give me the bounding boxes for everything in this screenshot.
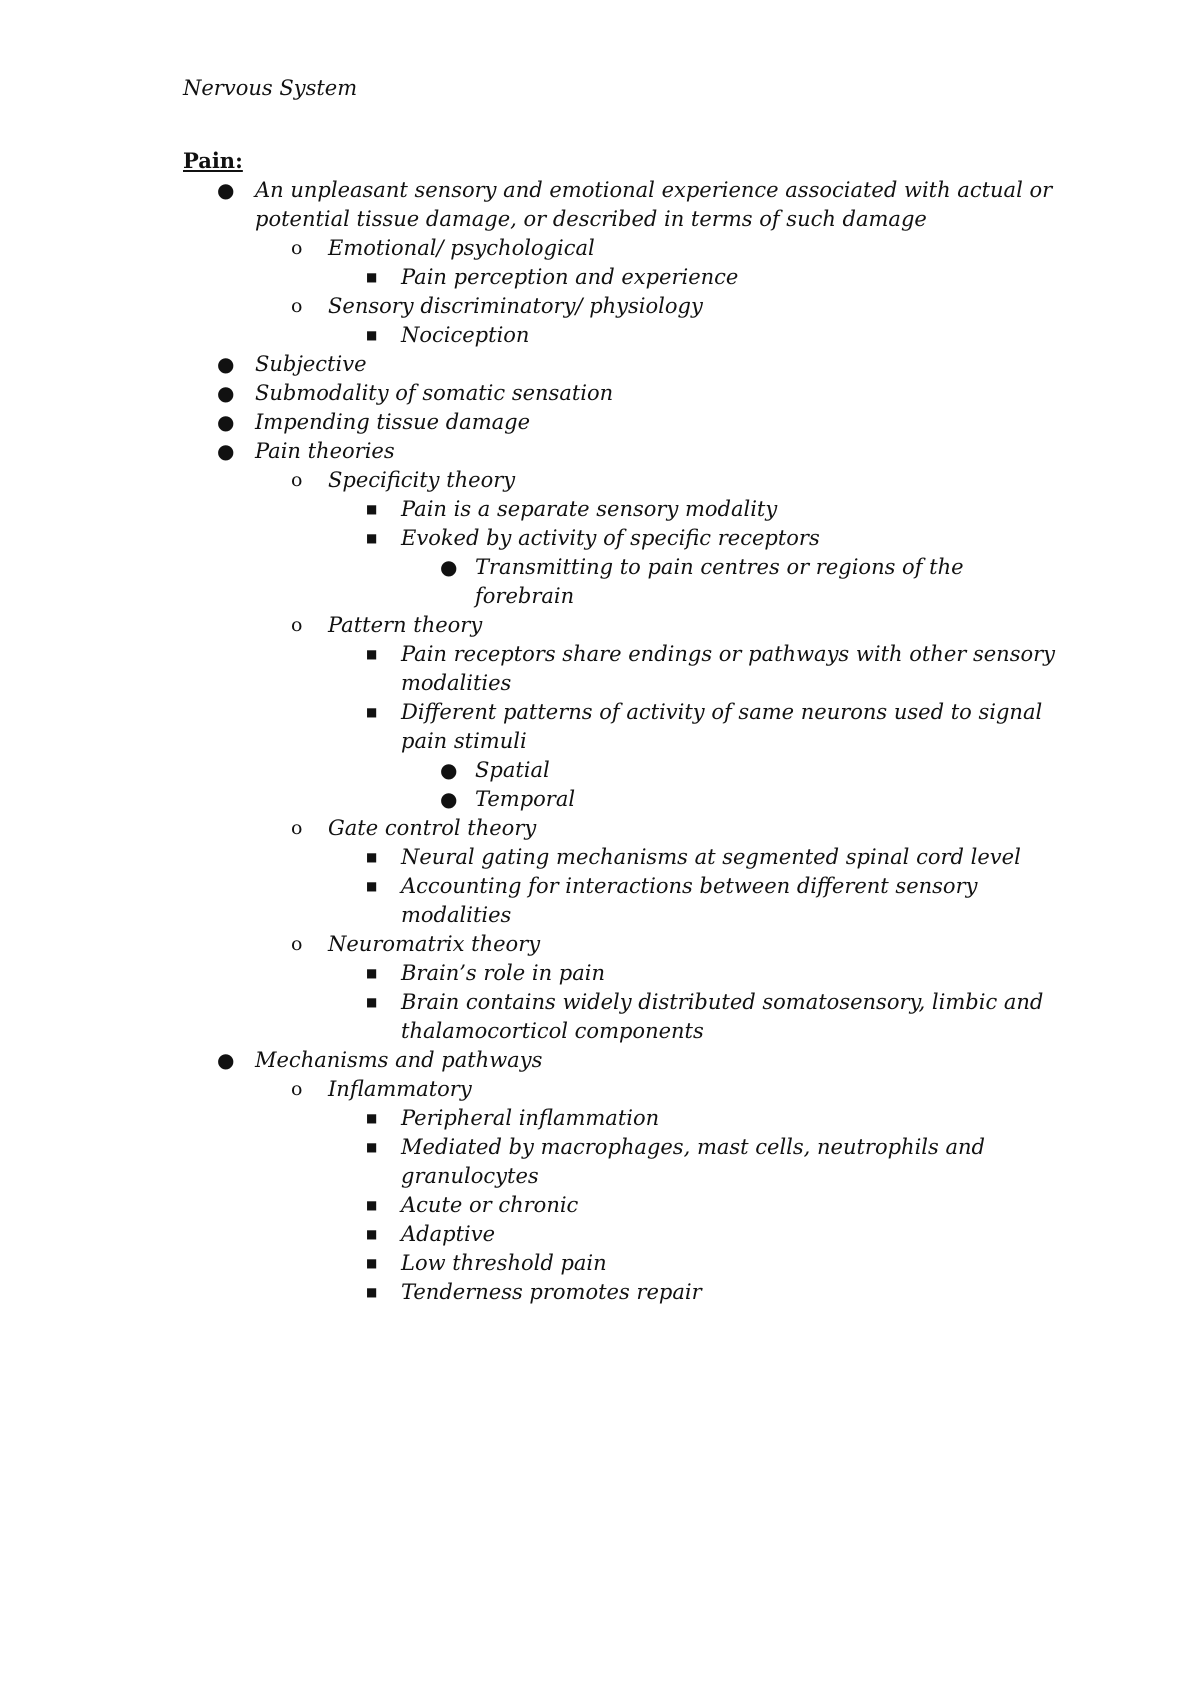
outline-item-text: Inflammatory: [328, 1077, 472, 1101]
bullet-circle-icon: o: [291, 817, 303, 839]
outline-item-level-1: [0, 176, 1200, 234]
outline-item-level-3: [0, 1104, 1200, 1133]
outline-item-level-3: [0, 640, 1200, 698]
bullet-disc-icon: ●: [217, 1048, 235, 1072]
outline-item-text: Pattern theory: [328, 613, 483, 637]
outline-item-level-4: [0, 553, 1200, 611]
bullet-disc-icon: ●: [440, 787, 458, 811]
bullet-disc-icon: ●: [217, 352, 235, 376]
bullet-circle-icon: o: [291, 295, 303, 317]
outline-item-text-continued: forebrain: [475, 584, 575, 608]
bullet-square-icon: ■: [366, 1198, 378, 1212]
outline-item-level-3: [0, 1249, 1200, 1278]
outline-item-level-3: [0, 959, 1200, 988]
outline-item-level-3: [0, 1278, 1200, 1307]
bullet-circle-icon: o: [291, 614, 303, 636]
bullet-square-icon: ■: [366, 995, 378, 1009]
bullet-square-icon: ■: [366, 1111, 378, 1125]
bullet-square-icon: ■: [366, 328, 378, 342]
bullet-outline: [0, 176, 1200, 1307]
outline-item-text: Brain contains widely distributed somatosensory, limbic and: [401, 990, 1044, 1014]
outline-item-text: Pain perception and experience: [401, 265, 739, 289]
bullet-disc-icon: ●: [217, 178, 235, 202]
outline-item-level-3: [0, 872, 1200, 930]
outline-item-level-3: [0, 263, 1200, 292]
outline-item-text: Nociception: [401, 323, 530, 347]
outline-item-text: Impending tissue damage: [255, 410, 531, 434]
outline-item-text: Peripheral inflammation: [401, 1106, 660, 1130]
page-header: Nervous System: [183, 76, 358, 100]
outline-item-level-3: [0, 988, 1200, 1046]
outline-item-text: Neural gating mechanisms at segmented spinal cord level: [401, 845, 1021, 869]
outline-item-level-3: [0, 1191, 1200, 1220]
outline-item-text-continued: thalamocorticol components: [401, 1019, 704, 1043]
bullet-square-icon: ■: [366, 1227, 378, 1241]
outline-item-level-3: [0, 321, 1200, 350]
outline-item-text: Acute or chronic: [401, 1193, 579, 1217]
bullet-square-icon: ■: [366, 270, 378, 284]
outline-item-level-2: [0, 466, 1200, 495]
bullet-disc-icon: ●: [217, 439, 235, 463]
outline-item-level-1: [0, 350, 1200, 379]
outline-item-level-4: [0, 756, 1200, 785]
outline-item-level-4: [0, 785, 1200, 814]
outline-item-level-1: [0, 437, 1200, 466]
bullet-circle-icon: o: [291, 933, 303, 955]
outline-item-text: Tenderness promotes repair: [401, 1280, 702, 1304]
outline-item-text-continued: modalities: [401, 671, 512, 695]
outline-item-text: Mechanisms and pathways: [255, 1048, 543, 1072]
outline-item-text: Submodality of somatic sensation: [255, 381, 614, 405]
outline-item-level-3: [0, 843, 1200, 872]
outline-item-text: Adaptive: [401, 1222, 496, 1246]
outline-item-text: Spatial: [475, 758, 550, 782]
outline-item-level-1: [0, 408, 1200, 437]
outline-item-text: Sensory discriminatory/ physiology: [328, 294, 703, 318]
outline-item-text-continued: modalities: [401, 903, 512, 927]
outline-item-level-3: [0, 1220, 1200, 1249]
outline-item-text: Pain is a separate sensory modality: [401, 497, 778, 521]
outline-item-text: Mediated by macrophages, mast cells, neutrophils and: [401, 1135, 985, 1159]
outline-item-level-3: [0, 698, 1200, 756]
bullet-square-icon: ■: [366, 705, 378, 719]
section-heading: Pain:: [183, 148, 243, 173]
outline-item-text: Pain theories: [255, 439, 395, 463]
bullet-square-icon: ■: [366, 647, 378, 661]
outline-item-level-2: [0, 814, 1200, 843]
bullet-disc-icon: ●: [217, 381, 235, 405]
bullet-square-icon: ■: [366, 966, 378, 980]
outline-item-level-3: [0, 1133, 1200, 1191]
outline-item-text: Neuromatrix theory: [328, 932, 541, 956]
bullet-circle-icon: o: [291, 237, 303, 259]
outline-item-text: Gate control theory: [328, 816, 537, 840]
bullet-square-icon: ■: [366, 1256, 378, 1270]
outline-item-text: Subjective: [255, 352, 367, 376]
outline-item-text-continued: potential tissue damage, or described in terms of such damage: [255, 207, 927, 231]
bullet-square-icon: ■: [366, 1285, 378, 1299]
bullet-disc-icon: ●: [217, 410, 235, 434]
outline-item-level-2: [0, 292, 1200, 321]
bullet-square-icon: ■: [366, 531, 378, 545]
bullet-square-icon: ■: [366, 502, 378, 516]
outline-item-text: Different patterns of activity of same neurons used to signal: [401, 700, 1043, 724]
outline-item-level-3: [0, 495, 1200, 524]
outline-item-text: Low threshold pain: [401, 1251, 607, 1275]
outline-item-text: Specificity theory: [328, 468, 516, 492]
outline-item-text-continued: pain stimuli: [401, 729, 527, 753]
outline-item-text: Evoked by activity of specific receptors: [401, 526, 820, 550]
outline-item-text: Accounting for interactions between different sensory: [401, 874, 978, 898]
bullet-square-icon: ■: [366, 850, 378, 864]
bullet-square-icon: ■: [366, 879, 378, 893]
bullet-disc-icon: ●: [440, 555, 458, 579]
outline-item-level-1: [0, 379, 1200, 408]
outline-item-level-2: [0, 234, 1200, 263]
outline-item-level-2: [0, 611, 1200, 640]
outline-item-text: Temporal: [475, 787, 576, 811]
outline-item-text: Brain’s role in pain: [401, 961, 605, 985]
outline-item-text-continued: granulocytes: [401, 1164, 539, 1188]
bullet-disc-icon: ●: [440, 758, 458, 782]
outline-item-level-2: [0, 930, 1200, 959]
outline-item-level-1: [0, 1046, 1200, 1075]
outline-item-text: An unpleasant sensory and emotional experience associated with actual or: [255, 178, 1053, 202]
bullet-square-icon: ■: [366, 1140, 378, 1154]
outline-item-level-2: [0, 1075, 1200, 1104]
outline-item-text: Emotional/ psychological: [328, 236, 595, 260]
bullet-circle-icon: o: [291, 469, 303, 491]
outline-item-level-3: [0, 524, 1200, 553]
outline-item-text: Transmitting to pain centres or regions of the: [475, 555, 964, 579]
outline-item-text: Pain receptors share endings or pathways with other sensory: [401, 642, 1056, 666]
bullet-circle-icon: o: [291, 1078, 303, 1100]
